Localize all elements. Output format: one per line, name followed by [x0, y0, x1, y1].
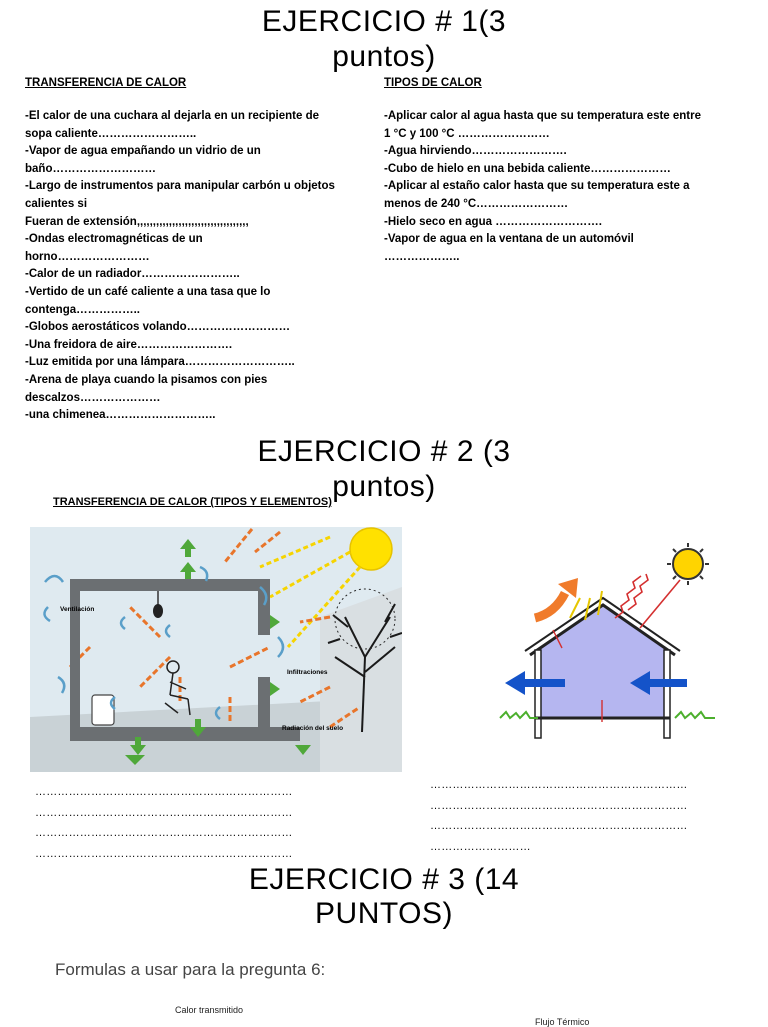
- list-item: horno……………………: [25, 250, 150, 263]
- lamp-icon: [153, 604, 163, 618]
- infiltraciones-label: Infiltraciones: [287, 669, 328, 676]
- list-item: descalzos…………………: [25, 391, 161, 404]
- house-heat-figure: [30, 527, 402, 772]
- answer-line[interactable]: ……………………………………………………………: [35, 827, 293, 839]
- list-item: -Vapor de agua en la ventana de un automóvil: [384, 233, 634, 246]
- exercise2-title-line1: EJERCICIO # 2 (3: [257, 435, 511, 468]
- list-item: -Globos aerostáticos volando………………………: [25, 321, 291, 334]
- formula-heading: Formulas a usar para la pregunta 6:: [55, 960, 326, 979]
- list-item: sopa caliente……………………..: [25, 127, 197, 140]
- list-item: baño………………………: [25, 162, 156, 175]
- list-item: -Aplicar calor al agua hasta que su temperatura este entre: [384, 110, 702, 122]
- exercise2-title-line2: puntos): [332, 470, 436, 503]
- exercise1-title-line1: EJERCICIO # 1(3: [261, 5, 507, 38]
- exercise1-title-line2: puntos): [332, 40, 436, 73]
- radiator-icon: [92, 695, 114, 725]
- list-item: -Vapor de agua empañando un vidrio de un: [25, 145, 261, 158]
- answer-line[interactable]: ……………………………………………………………: [35, 806, 293, 819]
- exercise2-heading: TRANSFERENCIA DE CALOR (TIPOS Y ELEMENTOS): [53, 496, 332, 508]
- answer-line[interactable]: ……………………………………………………………: [430, 799, 688, 812]
- sun-icon: [673, 549, 703, 579]
- list-item: -Cubo de hielo en una bebida caliente…………………: [384, 162, 671, 175]
- list-item: -Vertido de un café caliente a una tasa que lo: [25, 286, 271, 298]
- list-item: contenga……………..: [25, 303, 141, 316]
- answer-line[interactable]: ……………………………………………………………: [35, 786, 293, 798]
- exercise3-title-line1: EJERCICIO # 3 (14: [248, 863, 520, 896]
- list-item: -Ondas electromagnéticas de un: [25, 233, 203, 246]
- list-item: -Una freidora de aire…………………….: [25, 338, 233, 351]
- answer-line[interactable]: ………………………: [430, 840, 531, 853]
- answer-line[interactable]: ……………………………………………………………: [35, 847, 293, 860]
- list-item: -Agua hirviendo…………………….: [384, 145, 567, 158]
- list-item: -Calor de un radiador……………………..: [25, 268, 240, 281]
- list-item: 1 °C y 100 °C ……………………: [384, 127, 550, 140]
- tipos-heading: TIPOS DE CALOR: [384, 77, 482, 89]
- gable-house-figure: [490, 540, 740, 745]
- list-item: -Hielo seco en agua ……………………….: [384, 215, 602, 228]
- calor-transmitido-label: Calor transmitido: [175, 1005, 244, 1015]
- list-item: menos de 240 °C……………………: [384, 198, 569, 210]
- list-item: -El calor de una cuchara al dejarla en un recipiente de: [25, 110, 319, 122]
- sun-icon: [350, 528, 392, 570]
- exercise3-title-line2: PUNTOS): [315, 897, 453, 930]
- list-item: calientes si: [25, 198, 88, 210]
- list-item: Fueran de extensión,,,,,,,,,,,,,,,,,,,,,,,,,,,,,,,,,,,: [25, 215, 249, 228]
- list-item: -una chimenea………………………..: [25, 409, 216, 422]
- list-item: -Arena de playa cuando la pisamos con pies: [25, 374, 268, 386]
- flujo-termico-label: Flujo Térmico: [535, 1017, 590, 1027]
- radiacion-label: Radiación del suelo: [282, 725, 344, 732]
- list-item: -Largo de instrumentos para manipular carbón u objetos: [25, 180, 335, 193]
- answer-line[interactable]: ……………………………………………………………: [430, 779, 688, 791]
- list-item: ………………..: [384, 250, 460, 263]
- list-item: -Luz emitida por una lámpara………………………..: [25, 356, 295, 369]
- ventilacion-label: Ventilación: [60, 606, 95, 613]
- transferencia-heading: TRANSFERENCIA DE CALOR: [25, 77, 187, 89]
- list-item: -Aplicar al estaño calor hasta que su temperatura este a: [384, 180, 690, 193]
- answer-line[interactable]: ……………………………………………………………: [430, 820, 688, 832]
